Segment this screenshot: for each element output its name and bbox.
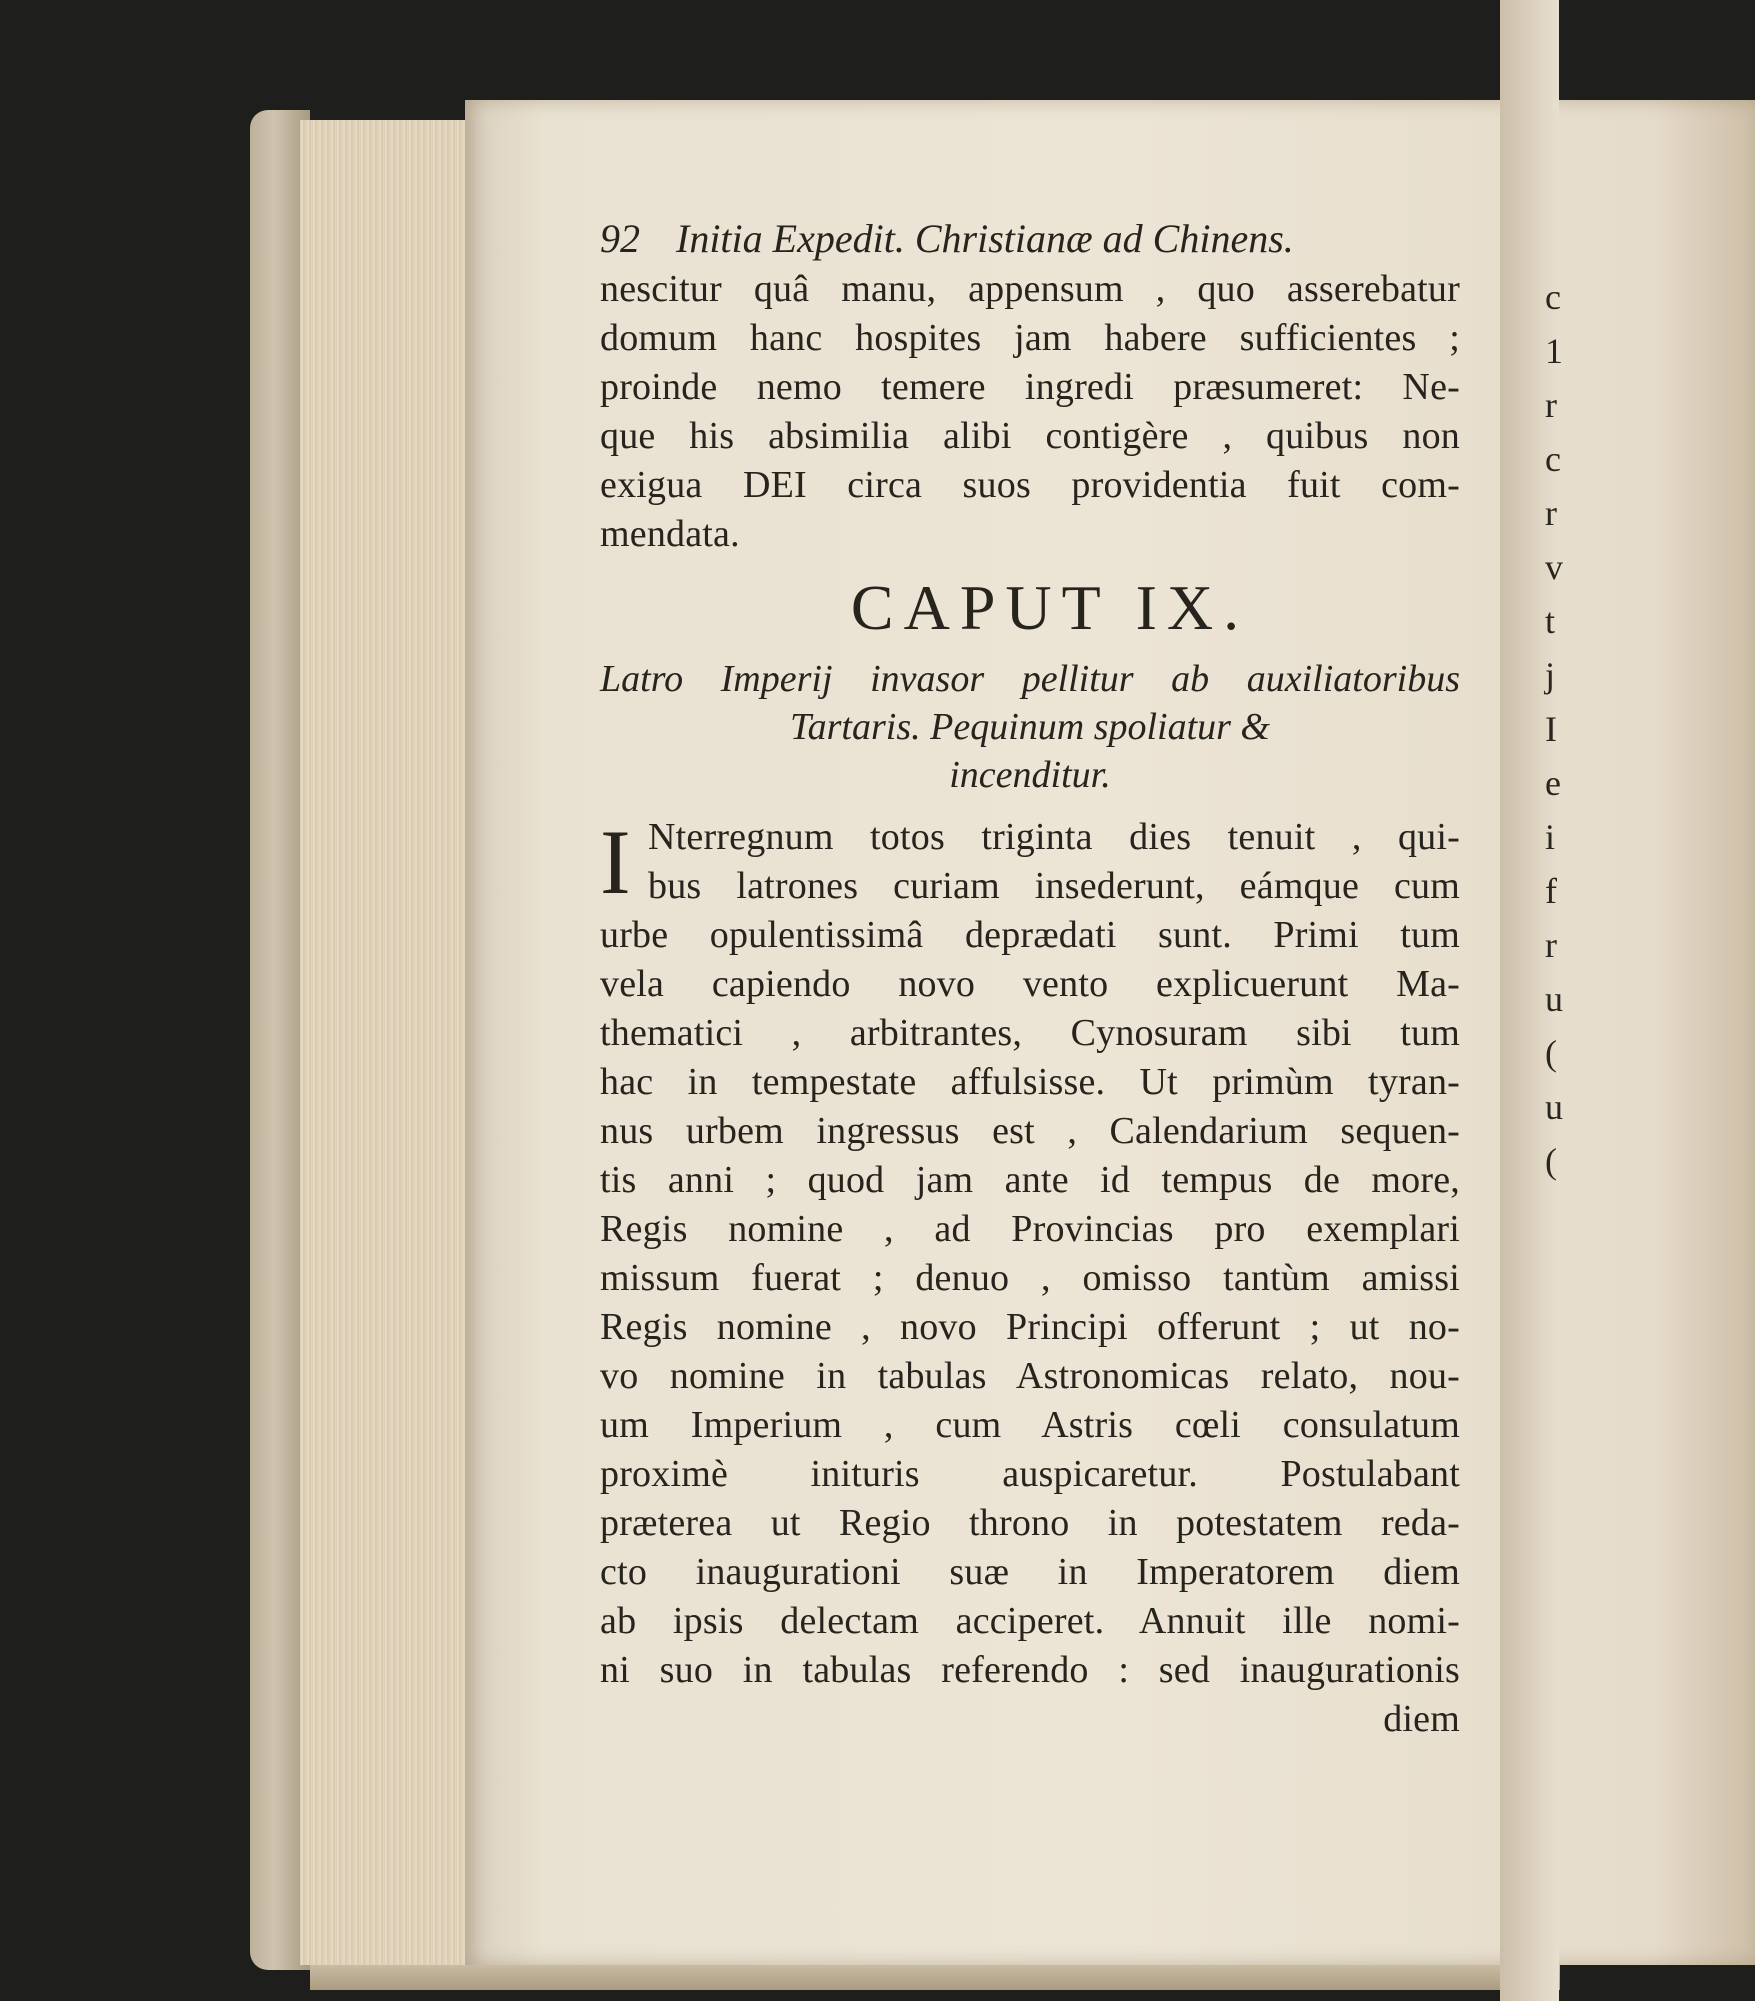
- text-line: ab ipsis delectam acciperet. Annuit ille nomi-: [600, 1600, 1460, 1642]
- text-line: proinde nemo temere ingredi præsumeret: Ne-: [600, 366, 1460, 408]
- carryover-text: [600, 265, 1460, 559]
- text-line: missum fuerat ; denuo , omisso tantùm amissi: [600, 1257, 1460, 1299]
- facing-page-letter: f: [1545, 871, 1557, 911]
- facing-page-letter: u: [1545, 1087, 1563, 1127]
- facing-page-letter: I: [1545, 709, 1557, 749]
- facing-page-letter: t: [1545, 601, 1556, 641]
- text-line: nus urbem ingressus est , Calendarium sequen-: [600, 1110, 1460, 1152]
- facing-page-letter: c: [1545, 439, 1561, 479]
- book-bottom-edge: [310, 1965, 1560, 1990]
- facing-page-letter: (: [1545, 1141, 1557, 1181]
- text-line: Regis nomine , ad Provincias pro exemplari: [600, 1208, 1460, 1250]
- chapter-summary: [600, 655, 1460, 799]
- text-line: hac in tempestate affulsisse. Ut primùm tyran-: [600, 1061, 1460, 1103]
- chapter-paragraph: [600, 813, 1460, 1744]
- facing-page-letter: v: [1545, 547, 1563, 587]
- facing-page-letter: c: [1545, 277, 1561, 317]
- running-title: Initia Expedit. Christianæ ad Chinens.: [676, 216, 1294, 261]
- text-line: que his absimilia alibi contigère , quibus non: [600, 415, 1460, 457]
- facing-page-letter: r: [1545, 385, 1557, 425]
- text-line: bus latrones curiam insederunt, eámque cum: [648, 865, 1460, 907]
- text-line: vo nomine in tabulas Astronomicas relato, nou-: [600, 1355, 1460, 1397]
- facing-page-letter: u: [1545, 979, 1563, 1019]
- facing-page-letters: [1545, 270, 1565, 1188]
- catchword: diem: [1383, 1698, 1460, 1740]
- page-text: [600, 215, 1460, 1744]
- text-line: vela capiendo novo vento explicuerunt Ma-: [600, 963, 1460, 1005]
- text-line: Nterregnum totos triginta dies tenuit , qui-: [648, 816, 1460, 858]
- summary-line: incenditur.: [949, 754, 1111, 796]
- text-line: cto inaugurationi suæ in Imperatorem diem: [600, 1551, 1460, 1593]
- text-line: exigua DEI circa suos providentia fuit com-: [600, 464, 1460, 506]
- summary-line: Latro Imperij invasor pellitur ab auxiliatoribus: [600, 658, 1460, 700]
- text-line: Regis nomine , novo Principi offerunt ; ut no-: [600, 1306, 1460, 1348]
- text-line: mendata.: [600, 513, 740, 555]
- text-line: tis anni ; quod jam ante id tempus de more,: [600, 1159, 1460, 1201]
- text-line: domum hanc hospites jam habere sufficientes ;: [600, 317, 1460, 359]
- facing-page-letter: j: [1545, 655, 1556, 695]
- running-head: [600, 215, 1460, 265]
- text-line: ni suo in tabulas referendo : sed inaugurationis: [600, 1649, 1460, 1691]
- chapter-heading: CAPUT IX.: [850, 572, 1250, 643]
- text-line: urbe opulentissimâ deprædati sunt. Primi tum: [600, 914, 1460, 956]
- drop-cap: I: [600, 811, 631, 913]
- facing-page-letter: e: [1545, 763, 1561, 803]
- text-line: thematici , arbitrantes, Cynosuram sibi tum: [600, 1012, 1460, 1054]
- facing-page-letter: 1: [1545, 331, 1563, 371]
- summary-line: Tartaris. Pequinum spoliatur &: [789, 706, 1270, 748]
- facing-page-letter: r: [1545, 493, 1557, 533]
- facing-page-letter: r: [1545, 925, 1557, 965]
- text-line: nescitur quâ manu, appensum , quo asserebatur: [600, 268, 1460, 310]
- text-line: præterea ut Regio throno in potestatem reda-: [600, 1502, 1460, 1544]
- facing-page-letter: (: [1545, 1033, 1557, 1073]
- page-number: 92: [600, 216, 640, 261]
- text-line: um Imperium , cum Astris cœli consulatum: [600, 1404, 1460, 1446]
- text-line: proximè inituris auspicaretur. Postulabant: [600, 1453, 1460, 1495]
- facing-page-letter: i: [1545, 817, 1556, 857]
